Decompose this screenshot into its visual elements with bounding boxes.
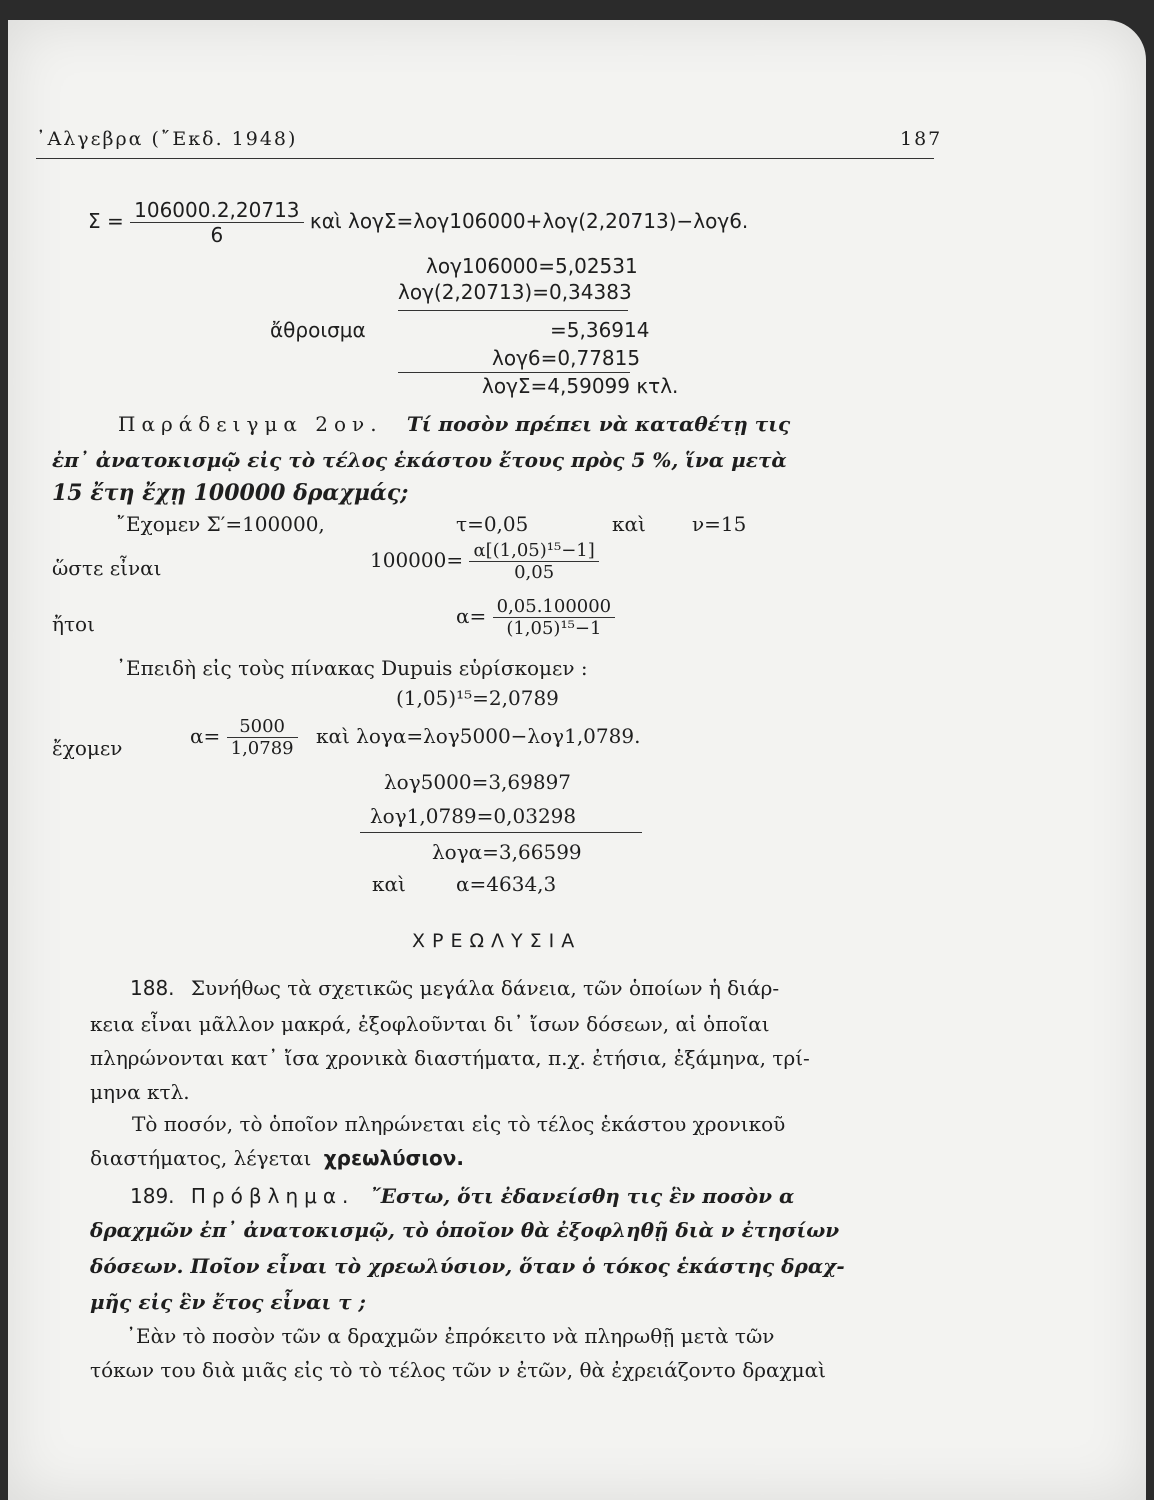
p188-line3: πληρώνονται κατ᾿ ἴσα χρονικὰ διαστήματα, π.χ. ἐτήσια, ἑξάμηνα, τρί- [90,1046,810,1070]
p189-line3: δόσεων. Ποῖον εἶναι τὸ χρεωλύσιον, ὅταν ὁ τόκος ἑκάστης δραχ- [90,1254,845,1278]
eq2-denominator: (1,05)¹⁵−1 [506,618,602,639]
running-header: ᾿Αλγεβρα (῎Εκδ. 1948) [36,128,298,150]
example2-log3: λογα=3,66599 [432,840,582,864]
calc1-fraction [130,198,303,247]
example2-dupuis-value: (1,05)¹⁵=2,0789 [396,686,559,710]
example2-nu: ν=15 [692,512,747,536]
page-number: 187 [900,128,943,150]
p189-label: Πρόβλημα. [190,1184,355,1208]
p188-line5: Τὸ ποσόν, τὸ ὁποῖον πληρώνεται εἰς τὸ τέλος ἑκάστου χρονικοῦ [132,1112,786,1136]
eq2-left: α= [456,604,487,628]
example2-q3: 15 ἔτη ἔχῃ 100000 δραχμάς; [52,480,409,506]
calc1-denominator: 6 [210,223,224,247]
example2-final-kai: καὶ [372,872,406,896]
example2-eq3 [190,716,640,759]
eq1-left: 100000= [370,548,464,572]
example2-q2: ἐπ᾿ ἀνατοκισμῷ εἰς τὸ τέλος ἑκάστου ἔτους πρὸς 5 %, ἵνα μετὰ [52,448,787,472]
eq1-numerator: α[(1,05)¹⁵−1] [469,540,598,562]
p189-number: 189. [130,1184,175,1208]
example2-given: ῎Εχομεν Σ′=100000, [116,512,325,536]
p189-line1 [130,1184,794,1208]
header-rule [36,158,934,159]
eq2-numerator: 0,05.100000 [493,596,616,618]
example2-log2: λογ1,0789=0,03298 [370,804,577,828]
calc1-equation [88,198,748,247]
calc1-rule1 [398,310,628,311]
calc1-sum-value: =5,36914 [550,318,650,342]
calc1-sum-label: ἄθροισμα [270,318,366,342]
p189-line4: μῆς εἰς ἓν ἔτος εἶναι τ ; [90,1290,366,1314]
example2-label: Παράδειγμα 2ον. [118,412,383,436]
calc1-line3: λογ6=0,77815 [492,346,641,370]
example2-eq2 [456,596,615,639]
eq3-denominator: 1,0789 [230,738,294,759]
p188-line6 [90,1146,464,1170]
calc1-rule2 [398,372,630,373]
example2-hoste: ὥστε εἶναι [52,556,162,580]
eq3-left: α= [190,724,221,748]
calc1-line1: λογ106000=5,02531 [426,254,638,278]
p189-line5: ᾿Εὰν τὸ ποσὸν τῶν α δραχμῶν ἐπρόκειτο νὰ πληρωθῇ μετὰ τῶν [126,1324,775,1348]
eq3-rest: καὶ λογα=λογ5000−λογ1,0789. [315,724,641,748]
p189-line6: τόκων του διὰ μιᾶς εἰς τὸ τὸ τέλος τῶν ν ἐτῶν, θὰ ἐχρειάζοντο δραχμαὶ [90,1358,826,1382]
example2-log1: λογ5000=3,69897 [384,770,572,794]
example2-etoi: ἤτοι [52,612,95,636]
eq3-fraction [227,716,298,759]
example2-q1: Τί ποσὸν πρέπει νὰ καταθέτῃ τις [406,412,791,436]
p188-term: χρεωλύσιον. [323,1146,464,1170]
p189-line2: δραχμῶν ἐπ᾿ ἀνατοκισμῷ, τὸ ὁποῖον θὰ ἐξοφληθῇ διὰ ν ἐτησίων [90,1218,840,1242]
p189-text1: ῎Εστω, ὅτι ἐδανείσθη τις ἓν ποσὸν α [370,1184,795,1208]
p188-text6: διαστήματος, λέγεται [90,1146,312,1170]
calc1-rest: καὶ λογΣ=λογ106000+λογ(2,20713)−λογ6. [309,209,749,233]
example2-dupuis: ᾿Επειδὴ εἰς τοὺς πίνακας Dupuis εὑρίσκομεν : [116,656,588,680]
sigma-label: Σ = [88,209,124,233]
calc1-line2: λογ(2,20713)=0,34383 [398,280,632,304]
p188-text1: Συνήθως τὰ σχετικῶς μεγάλα δάνεια, τῶν ὁποίων ἡ διάρ- [190,976,780,1000]
example2-rule [360,832,642,833]
example2-final: α=4634,3 [456,872,557,896]
calc1-result: λογΣ=4,59099 κτλ. [482,374,679,398]
example2-eq1 [370,540,599,583]
example2-tau: τ=0,05 [456,512,529,536]
example2-echomen: ἔχομεν [52,736,123,760]
p188-line1 [130,976,779,1000]
eq3-numerator: 5000 [227,716,298,738]
example2-question-line1 [118,412,790,436]
calc1-numerator: 106000.2,20713 [130,198,303,223]
p188-line4: μηνα κτλ. [90,1080,190,1104]
eq1-fraction [469,540,598,583]
p188-number: 188. [130,976,175,1000]
eq2-fraction [493,596,616,639]
example2-kai: καὶ [612,512,646,536]
p188-line2: κεια εἶναι μᾶλλον μακρά, ἐξοφλοῦνται δι᾿ ἴσων δόσεων, αἱ ὁποῖαι [90,1012,770,1036]
eq1-denominator: 0,05 [514,562,555,583]
section-title: ΧΡΕΩΛΥΣΙΑ [412,930,582,952]
